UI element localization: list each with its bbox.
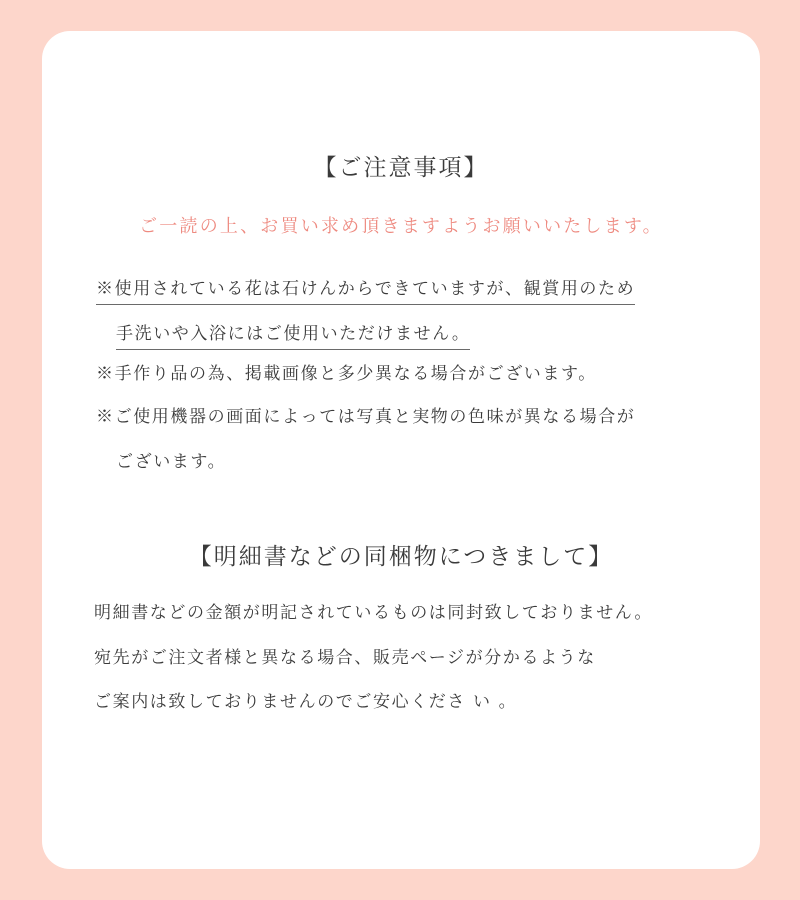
- notice-item-1-line-2: 手洗いや入浴にはご使用いただけません。: [116, 319, 470, 350]
- notice-card: [42, 31, 760, 869]
- notice-title: 【ご注意事項】: [313, 155, 489, 181]
- notice-item-3-line-1: ※ご使用機器の画面によっては写真と実物の色味が異なる場合が: [96, 407, 636, 427]
- enclosure-line-1: 明細書などの金額が明記されているものは同封致しておりません。: [94, 603, 654, 623]
- enclosure-line-3: ご案内は致しておりませんのでご安心くださ い 。: [94, 692, 518, 712]
- notice-item-1-line-1: ※使用されている花は石けんからできていますが、観賞用のため: [96, 274, 635, 305]
- notice-item-2: ※手作り品の為、掲載画像と多少異なる場合がございます。: [96, 364, 597, 384]
- enclosure-line-2: 宛先がご注文者様と異なる場合、販売ページが分かるような: [94, 648, 596, 668]
- notice-subtitle: ご一読の上、お買い求め頂きますようお願いいたします。: [139, 216, 663, 237]
- enclosure-title: 【明細書などの同梱物につきまして】: [188, 544, 614, 570]
- notice-item-3-line-2: ございます。: [116, 452, 227, 472]
